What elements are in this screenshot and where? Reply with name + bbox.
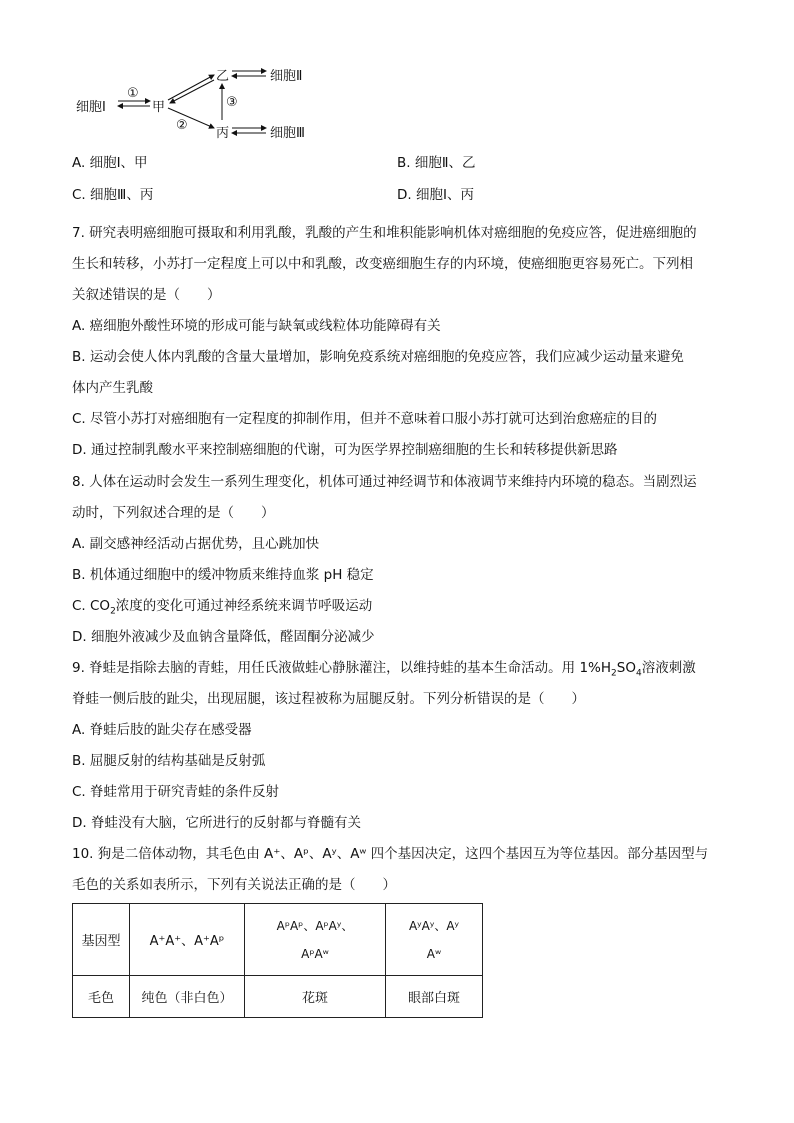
q7-option-d: D. 通过控制乳酸水平来控制癌细胞的代谢，可为医学界控制癌细胞的生长和转移提供新思路 xyxy=(72,442,618,458)
q7-stem-line: 关叙述错误的是（ ） xyxy=(72,287,221,303)
genotype-table xyxy=(72,903,483,1018)
question-7 xyxy=(72,218,722,466)
table-cell-line: AʸAʸ、Aʸ xyxy=(408,918,460,933)
q7-option-c: C. 尽管小苏打对癌细胞有一定程度的抑制作用，但并不意味着口服小苏打就可达到治愈癌症的目的 xyxy=(72,411,658,427)
q7-stem-line: 7. 研究表明癌细胞可摄取和利用乳酸，乳酸的产生和堆积能影响机体对癌细胞的免疫应答，促进癌细胞的 xyxy=(72,225,697,241)
cell-1-label: 细胞Ⅰ xyxy=(76,100,106,115)
q8-option-a: A. 副交感神经活动占据优势，且心跳加快 xyxy=(72,536,320,552)
table-cell-line: AᵖAᵖ、AᵖAʸ、 xyxy=(276,918,354,933)
q9-option-b: B. 屈腿反射的结构基础是反射弧 xyxy=(72,753,266,769)
q7-stem-line: 生长和转移，小苏打一定程度上可以中和乳酸，改变癌细胞生存的内环境，使癌细胞更容易死亡。下列相 xyxy=(72,256,693,272)
q6-option-a: A. 细胞Ⅰ、甲 xyxy=(72,155,148,171)
table-cell: 眼部白斑 xyxy=(386,976,483,1018)
table-cell-line: Aʷ xyxy=(426,946,442,961)
q7-option-b: B. 运动会使人体内乳酸的含量大量增加，影响免疫系统对癌细胞的免疫应答，我们应减少运动量来避免 xyxy=(72,349,684,365)
table-row xyxy=(73,904,483,976)
table-header-genotype: 基因型 xyxy=(73,904,130,976)
jia-label: 甲 xyxy=(152,100,166,115)
arrow-yi-to-jia xyxy=(170,80,214,103)
q8-stem-line: 动时，下列叙述合理的是（ ） xyxy=(72,505,275,521)
q9-sub-1: 2 xyxy=(611,668,617,679)
diagram-arrows xyxy=(0,0,320,150)
arrow-label-1: ① xyxy=(127,86,139,101)
q9-stem-post: 溶液刺激 xyxy=(641,660,696,676)
q8-option-b: B. 机体通过细胞中的缓冲物质来维持血浆 pH 稳定 xyxy=(72,567,374,583)
table-header-coat-color: 毛色 xyxy=(73,976,130,1018)
q9-stem-line-1 xyxy=(72,653,722,684)
arrow-label-3: ③ xyxy=(226,95,238,110)
q9-stem-line-2: 脊蛙一侧后肢的趾尖，出现屈腿，该过程被称为屈腿反射。下列分析错误的是（ ） xyxy=(72,691,585,707)
q8-stem-line: 8. 人体在运动时会发生一系列生理变化，机体可通过神经调节和体液调节来维持内环境的稳态。当剧烈运 xyxy=(72,474,697,490)
q9-sub-2: 4 xyxy=(635,668,642,679)
q8-option-d: D. 细胞外液减少及血钠含量降低，醛固酮分泌减少 xyxy=(72,629,375,645)
cell-3-label: 细胞Ⅲ xyxy=(270,126,305,141)
q6-option-d: D. 细胞Ⅰ、丙 xyxy=(397,187,474,203)
q8-option-c xyxy=(72,591,722,622)
q7-option-b-cont: 体内产生乳酸 xyxy=(72,380,153,396)
q9-option-d: D. 脊蛙没有大脑，它所进行的反射都与脊髓有关 xyxy=(72,815,361,831)
q10-stem-line-1: 10. 狗是二倍体动物，其毛色由 A⁺、Aᵖ、Aʸ、Aʷ 四个基因决定，这四个基因互为等位基因。部分基因型与 xyxy=(72,846,709,862)
q10-stem-line-2: 毛色的关系如表所示，下列有关说法正确的是（ ） xyxy=(72,877,396,893)
q6-option-b: B. 细胞Ⅱ、乙 xyxy=(397,155,476,171)
yi-label: 乙 xyxy=(216,69,230,84)
q9-option-a: A. 脊蛙后肢的趾尖存在感受器 xyxy=(72,722,252,738)
bing-label: 丙 xyxy=(216,126,230,141)
question-9 xyxy=(72,653,722,839)
q8-option-c-sub: 2 xyxy=(110,606,116,617)
table-cell xyxy=(245,904,386,976)
table-cell: A⁺A⁺、A⁺Aᵖ xyxy=(130,904,245,976)
table-cell: 纯色（非白色） xyxy=(130,976,245,1018)
q9-option-c: C. 脊蛙常用于研究青蛙的条件反射 xyxy=(72,784,280,800)
q9-stem-pre: 9. 脊蛙是指除去脑的青蛙，用任氏液做蛙心静脉灌注，以维持蛙的基本生命活动。用 1%H xyxy=(72,660,612,676)
q6-option-c: C. 细胞Ⅲ、丙 xyxy=(72,187,154,203)
q8-option-c-post: 浓度的变化可通过神经系统来调节呼吸运动 xyxy=(115,598,373,614)
q7-option-a: A. 癌细胞外酸性环境的形成可能与缺氧或线粒体功能障碍有关 xyxy=(72,318,441,334)
table-row xyxy=(73,976,483,1018)
q9-stem-mid: SO xyxy=(616,660,636,676)
question-10 xyxy=(72,839,722,901)
arrow-label-2: ② xyxy=(176,118,188,133)
table-cell xyxy=(386,904,483,976)
table-cell-line: AᵖAʷ xyxy=(301,946,329,961)
table-cell: 花斑 xyxy=(245,976,386,1018)
q8-option-c-pre: C. CO xyxy=(72,598,111,614)
arrow-jia-to-yi xyxy=(168,75,214,100)
question-8 xyxy=(72,467,722,653)
arrow-jia-to-bing xyxy=(168,108,214,128)
cell-2-label: 细胞Ⅱ xyxy=(270,69,303,84)
